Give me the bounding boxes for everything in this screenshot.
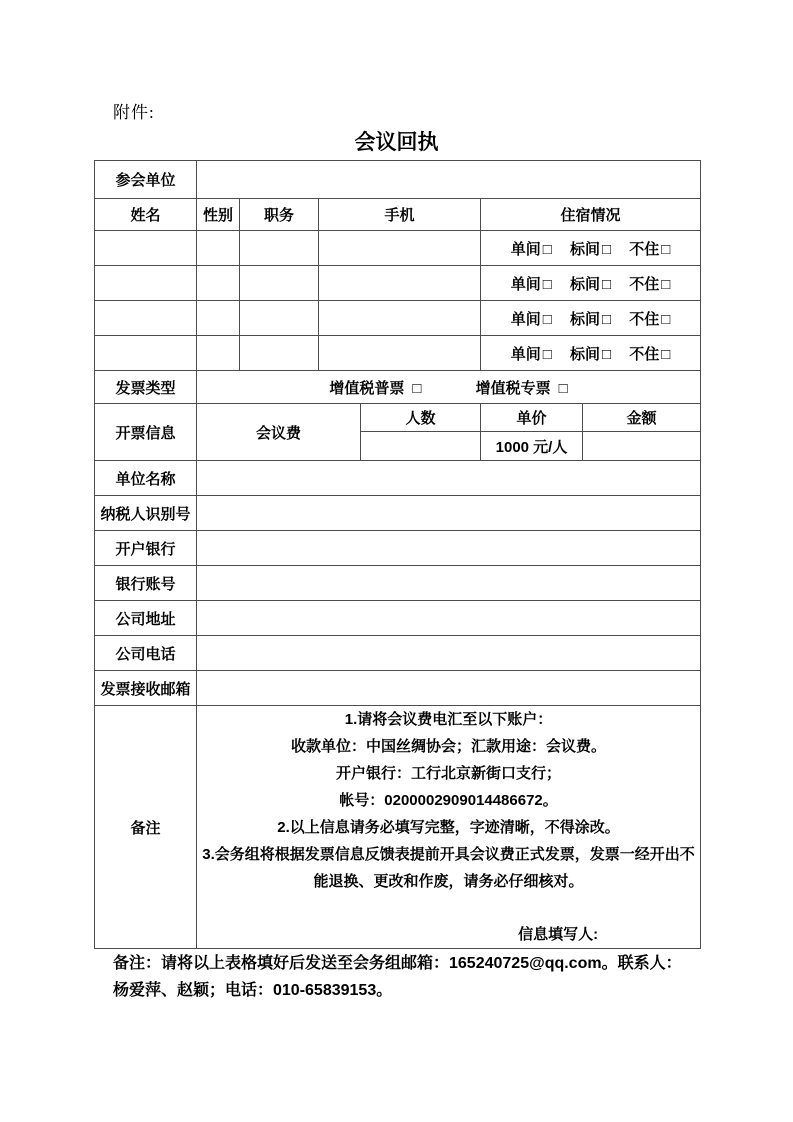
table-row <box>95 531 701 566</box>
table-row <box>95 161 701 199</box>
col-header-position: 职务 <box>240 199 319 231</box>
position-input-cell[interactable] <box>240 301 319 336</box>
checkbox-icon[interactable]: □ <box>661 275 671 293</box>
accommodation-cell <box>481 336 701 371</box>
position-input-cell[interactable] <box>240 266 319 301</box>
checkbox-icon[interactable]: □ <box>542 345 552 363</box>
unit-price-header-cell: 单价 <box>481 404 583 432</box>
table-row <box>95 404 701 432</box>
checkbox-icon[interactable]: □ <box>558 379 568 397</box>
remark-line: 3.会务组将根据发票信息反馈表提前开具会议费正式发票，发票一经开出不能退换、更改和作废，请务必仔细核对。 <box>202 846 695 890</box>
table-row <box>95 671 701 706</box>
remark-line: 开户银行：工行北京新街口支行； <box>336 765 562 782</box>
position-input-cell[interactable] <box>240 231 319 266</box>
company-phone-input-cell[interactable] <box>197 636 701 671</box>
table-row <box>95 496 701 531</box>
checkbox-icon[interactable]: □ <box>602 345 612 363</box>
gender-input-cell[interactable] <box>197 301 240 336</box>
remark-line: 帐号：0200002909014486672。 <box>339 792 558 809</box>
checkbox-icon[interactable]: □ <box>412 379 422 397</box>
company-name-input-cell[interactable] <box>197 461 701 496</box>
invoice-email-label-cell: 发票接收邮箱 <box>95 671 197 706</box>
checkbox-icon[interactable]: □ <box>542 240 552 258</box>
checkbox-icon[interactable]: □ <box>661 240 671 258</box>
amount-header-cell: 金额 <box>583 404 701 432</box>
table-row <box>95 301 701 336</box>
option-vat-general[interactable]: 增值税普票 □ <box>329 379 422 397</box>
bank-name-input-cell[interactable] <box>197 531 701 566</box>
unit-label-cell: 参会单位 <box>95 161 197 199</box>
remark-line: 1.请将会议费电汇至以下账户： <box>344 711 553 728</box>
table-row <box>95 336 701 371</box>
checkbox-icon[interactable]: □ <box>602 310 612 328</box>
table-row <box>95 601 701 636</box>
checkbox-icon[interactable]: □ <box>602 275 612 293</box>
mobile-input-cell[interactable] <box>319 231 481 266</box>
invoice-email-input-cell[interactable] <box>197 671 701 706</box>
company-name-label-cell: 单位名称 <box>95 461 197 496</box>
attachment-label: 附件: <box>113 103 155 122</box>
taxpayer-id-label-cell: 纳税人识别号 <box>95 496 197 531</box>
option-single-room[interactable]: 单间 □ <box>510 310 552 328</box>
filler-label: 信息填写人: <box>518 926 599 943</box>
name-input-cell[interactable] <box>95 266 197 301</box>
option-standard-room[interactable]: 标间 □ <box>569 310 612 328</box>
checkbox-icon[interactable]: □ <box>542 310 552 328</box>
option-standard-room[interactable]: 标间 □ <box>569 240 612 258</box>
billing-label-cell: 开票信息 <box>95 404 197 461</box>
remark-label-cell: 备注 <box>95 706 197 949</box>
footer-note <box>113 950 713 1004</box>
col-header-mobile: 手机 <box>319 199 481 231</box>
company-address-input-cell[interactable] <box>197 601 701 636</box>
gender-input-cell[interactable] <box>197 266 240 301</box>
name-input-cell[interactable] <box>95 301 197 336</box>
option-single-room[interactable]: 单间 □ <box>510 240 552 258</box>
company-address-label-cell: 公司地址 <box>95 601 197 636</box>
checkbox-icon[interactable]: □ <box>542 275 552 293</box>
footer-note-line: 备注：请将以上表格填好后发送至会务组邮箱：165240725@qq.com。联系人： <box>113 955 682 972</box>
table-header-row <box>95 199 701 231</box>
name-input-cell[interactable] <box>95 336 197 371</box>
remark-line: 2.以上信息请务必填写完整，字迹清晰，不得涂改。 <box>277 819 620 836</box>
col-header-name: 姓名 <box>95 199 197 231</box>
invoice-type-label-cell: 发票类型 <box>95 371 197 404</box>
gender-input-cell[interactable] <box>197 336 240 371</box>
col-header-gender: 性别 <box>197 199 240 231</box>
unit-value-cell[interactable] <box>197 161 701 199</box>
option-no-stay[interactable]: 不住 □ <box>629 240 671 258</box>
bank-account-label-cell: 银行账号 <box>95 566 197 601</box>
position-input-cell[interactable] <box>240 336 319 371</box>
page-title: 会议回执 <box>354 131 439 154</box>
mobile-input-cell[interactable] <box>319 301 481 336</box>
checkbox-icon[interactable]: □ <box>602 240 612 258</box>
gender-input-cell[interactable] <box>197 231 240 266</box>
option-standard-room[interactable]: 标间 □ <box>569 275 612 293</box>
billing-item-cell: 会议费 <box>197 404 361 461</box>
bank-name-label-cell: 开户银行 <box>95 531 197 566</box>
checkbox-icon[interactable]: □ <box>661 310 671 328</box>
table-row <box>95 266 701 301</box>
option-vat-special[interactable]: 增值税专票 □ <box>475 379 568 397</box>
option-standard-room[interactable]: 标间 □ <box>569 345 612 363</box>
table-row <box>95 636 701 671</box>
checkbox-icon[interactable]: □ <box>661 345 671 363</box>
table-row <box>95 566 701 601</box>
option-single-room[interactable]: 单间 □ <box>510 275 552 293</box>
taxpayer-id-input-cell[interactable] <box>197 496 701 531</box>
company-phone-label-cell: 公司电话 <box>95 636 197 671</box>
reply-form-table <box>94 160 701 949</box>
headcount-input-cell[interactable] <box>361 432 481 461</box>
name-input-cell[interactable] <box>95 231 197 266</box>
mobile-input-cell[interactable] <box>319 336 481 371</box>
table-row <box>95 231 701 266</box>
col-header-accommodation: 住宿情况 <box>481 199 701 231</box>
option-no-stay[interactable]: 不住 □ <box>629 345 671 363</box>
table-row <box>95 461 701 496</box>
table-row <box>95 706 701 949</box>
headcount-header-cell: 人数 <box>361 404 481 432</box>
mobile-input-cell[interactable] <box>319 266 481 301</box>
remark-line: 收款单位：中国丝绸协会；汇款用途：会议费。 <box>291 738 607 755</box>
invoice-type-value-cell <box>197 371 701 404</box>
unit-price-value-cell: 1000 元/人 <box>481 432 583 461</box>
accommodation-cell <box>481 231 701 266</box>
option-single-room[interactable]: 单间 □ <box>510 345 552 363</box>
table-row <box>95 371 701 404</box>
amount-input-cell[interactable] <box>583 432 701 461</box>
bank-account-input-cell[interactable] <box>197 566 701 601</box>
option-no-stay[interactable]: 不住 □ <box>629 310 671 328</box>
accommodation-cell <box>481 301 701 336</box>
option-no-stay[interactable]: 不住 □ <box>629 275 671 293</box>
remark-content-cell <box>197 706 701 949</box>
footer-note-line: 杨爱萍、赵颖；电话：010-65839153。 <box>113 982 393 999</box>
accommodation-cell <box>481 266 701 301</box>
